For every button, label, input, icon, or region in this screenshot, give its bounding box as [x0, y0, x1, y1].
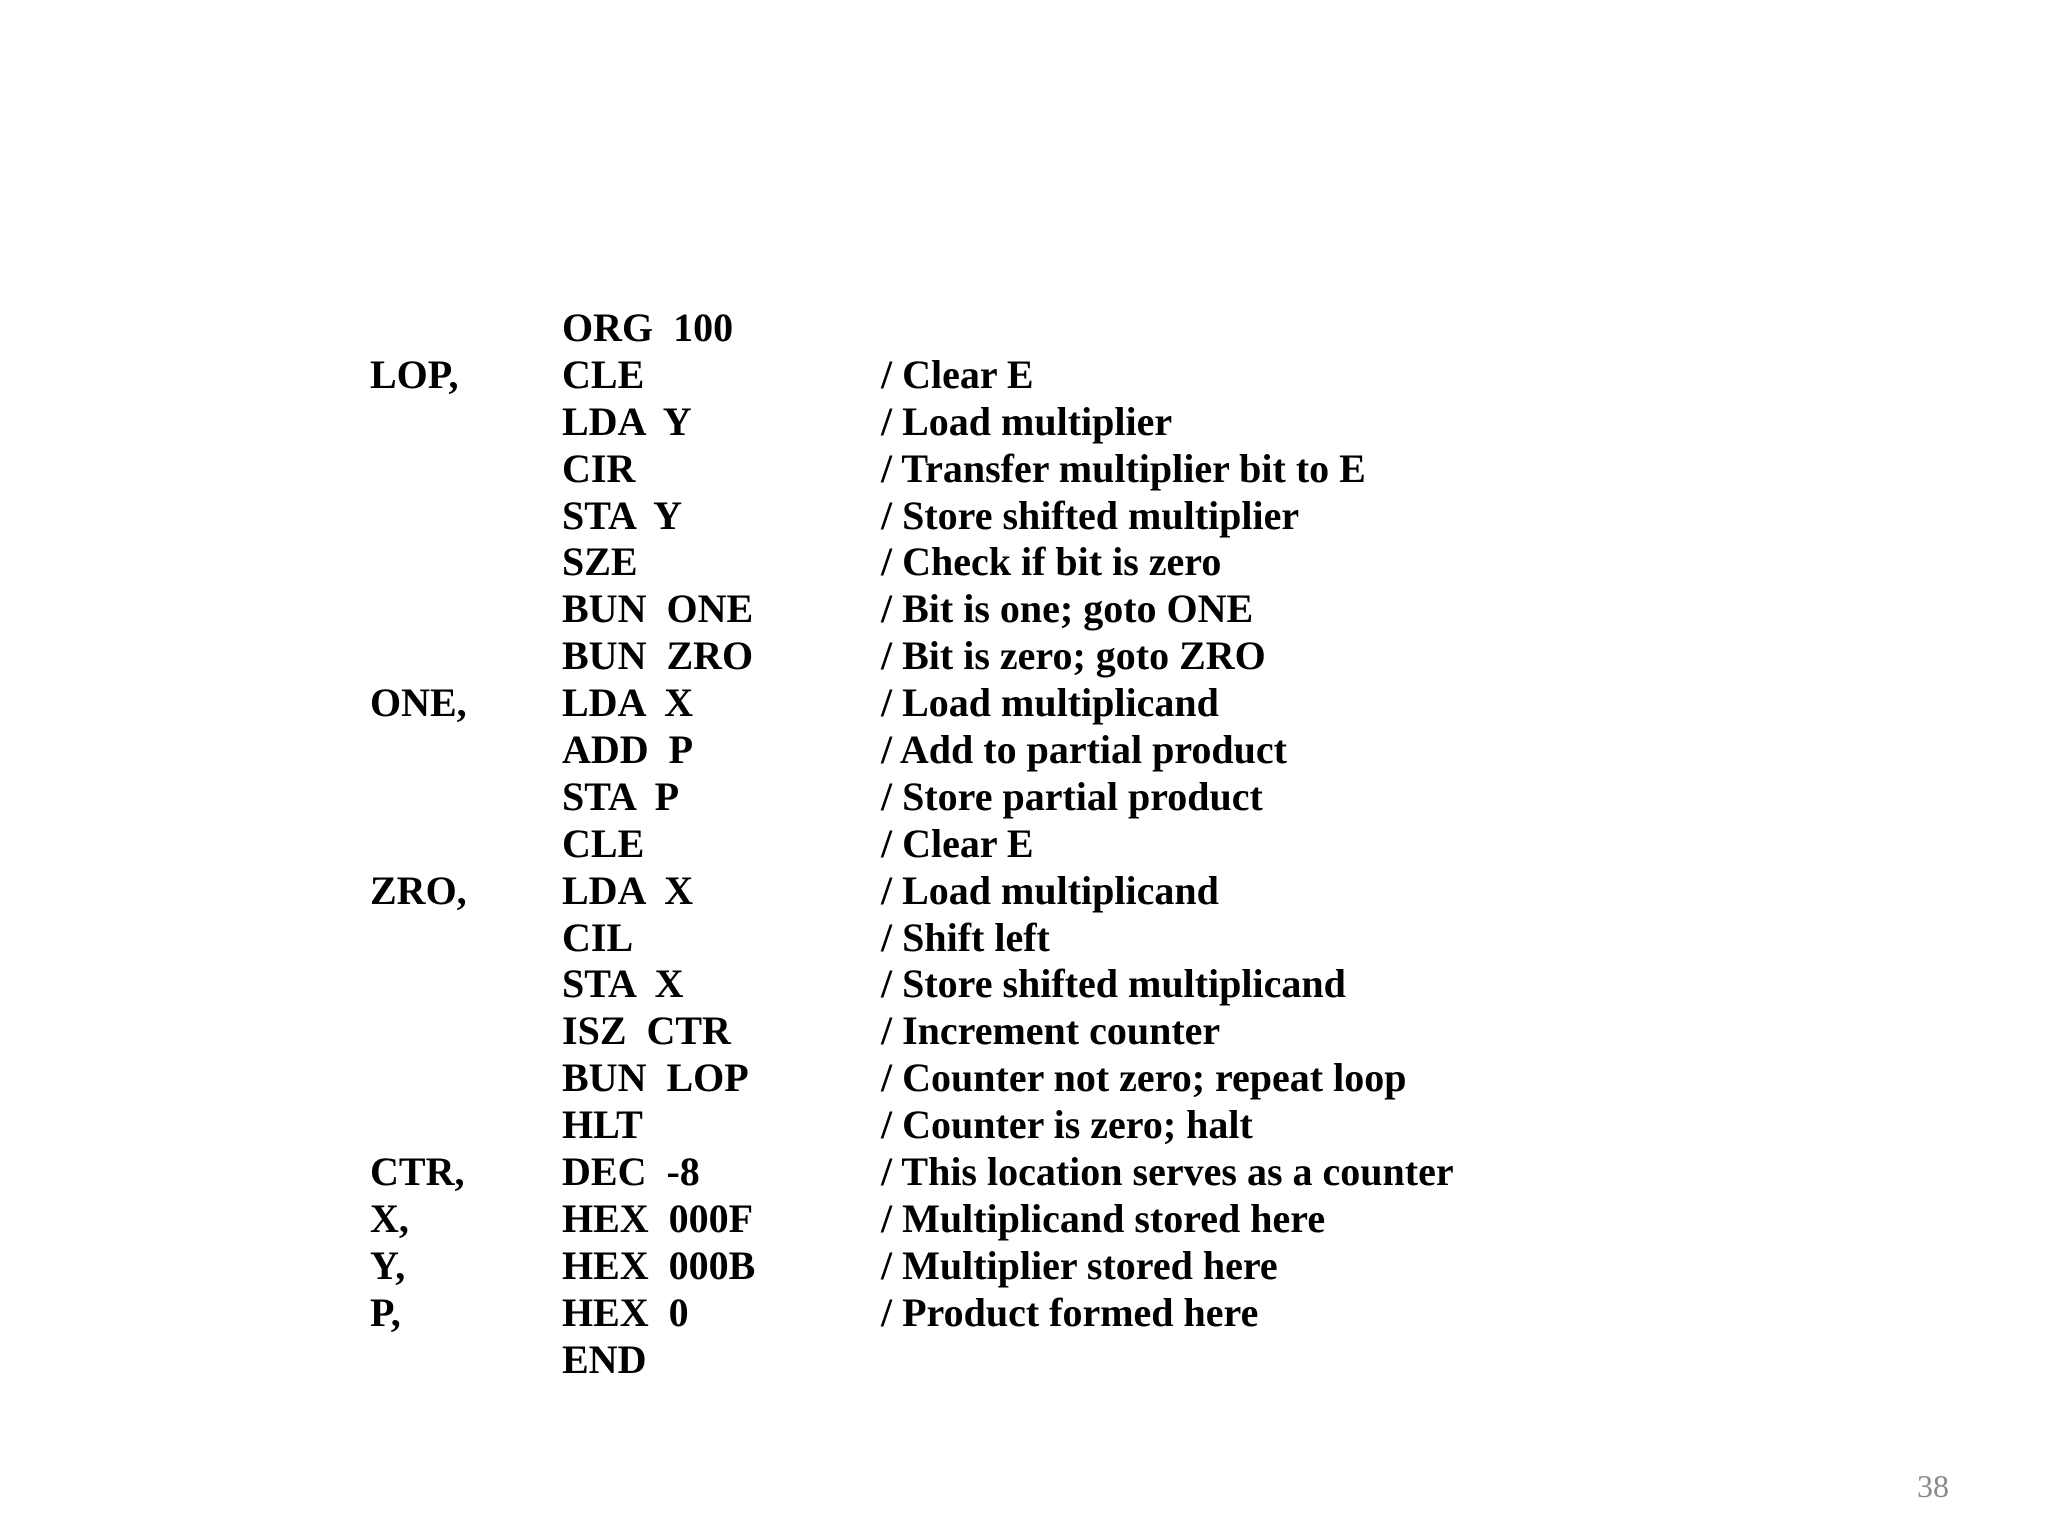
line-instruction: HEX 0	[562, 1289, 689, 1335]
line-label	[370, 821, 562, 868]
code-line	[370, 1196, 1770, 1243]
line-label	[370, 1337, 562, 1384]
line-comment: / Increment counter	[881, 1008, 1221, 1054]
line-comment: / Counter is zero; halt	[881, 1102, 1253, 1148]
code-line	[370, 305, 1770, 352]
line-comment: / Load multiplier	[881, 398, 1173, 444]
code-line	[370, 727, 1770, 774]
line-comment: / Clear E	[881, 820, 1034, 866]
code-line	[370, 915, 1770, 962]
line-label	[370, 1055, 562, 1102]
line-comment	[881, 305, 1770, 352]
code-line	[370, 446, 1770, 493]
line-comment: / Check if bit is zero	[881, 539, 1222, 585]
line-instruction: ORG 100	[562, 305, 734, 350]
code-line	[370, 1102, 1770, 1149]
line-comment: / Load multiplicand	[881, 867, 1219, 913]
line-comment	[881, 1337, 1770, 1384]
line-label	[370, 1008, 562, 1055]
line-label: Y,	[370, 1242, 406, 1288]
line-instruction: CLE	[562, 820, 645, 866]
line-instruction: ADD P	[562, 727, 694, 773]
code-line	[370, 539, 1770, 586]
line-comment: / Add to partial product	[881, 727, 1287, 773]
line-comment: / Bit is one; goto ONE	[881, 586, 1254, 632]
code-line	[370, 961, 1770, 1008]
line-instruction: HEX 000B	[562, 1242, 756, 1288]
line-comment: / Clear E	[881, 351, 1034, 397]
line-comment: / This location serves as a counter	[881, 1149, 1454, 1195]
line-label: ONE,	[370, 680, 467, 726]
line-comment: / Store partial product	[881, 773, 1263, 819]
line-comment: / Store shifted multiplier	[881, 492, 1300, 538]
line-instruction: HEX 000F	[562, 1195, 754, 1241]
code-line	[370, 774, 1770, 821]
line-label	[370, 633, 562, 680]
line-comment: / Transfer multiplier bit to E	[881, 445, 1366, 491]
line-label	[370, 915, 562, 962]
code-line	[370, 821, 1770, 868]
line-label	[370, 727, 562, 774]
line-label	[370, 539, 562, 586]
line-label: LOP,	[370, 351, 459, 397]
assembly-program-listing	[370, 305, 1770, 1383]
line-label	[370, 399, 562, 446]
line-comment: / Store shifted multiplicand	[881, 961, 1346, 1007]
line-label	[370, 961, 562, 1008]
line-label	[370, 774, 562, 821]
line-instruction: STA Y	[562, 492, 683, 538]
code-line	[370, 1055, 1770, 1102]
line-instruction: SZE	[562, 539, 638, 585]
line-instruction: CIR	[562, 445, 636, 491]
code-line	[370, 493, 1770, 540]
line-instruction: LDA Y	[562, 398, 692, 444]
line-label: ZRO,	[370, 867, 467, 913]
line-comment: / Load multiplicand	[881, 680, 1219, 726]
line-instruction: ISZ CTR	[562, 1008, 731, 1054]
line-instruction: CLE	[562, 351, 645, 397]
line-comment: / Counter not zero; repeat loop	[881, 1055, 1407, 1101]
line-comment: / Product formed here	[881, 1289, 1259, 1335]
line-instruction: BUN ZRO	[562, 633, 754, 679]
page-number: 38	[1917, 1468, 1949, 1504]
code-line	[370, 1243, 1770, 1290]
line-instruction: DEC -8	[562, 1149, 700, 1195]
line-label: P,	[370, 1289, 401, 1335]
code-line	[370, 399, 1770, 446]
code-line	[370, 1008, 1770, 1055]
code-line	[370, 1149, 1770, 1196]
line-label	[370, 493, 562, 540]
line-label	[370, 305, 562, 352]
line-label: CTR,	[370, 1149, 465, 1195]
line-instruction: BUN LOP	[562, 1055, 749, 1101]
line-comment: / Multiplicand stored here	[881, 1195, 1326, 1241]
line-instruction: CIL	[562, 914, 634, 960]
line-instruction: BUN ONE	[562, 586, 754, 632]
line-label	[370, 1102, 562, 1149]
code-line	[370, 352, 1770, 399]
line-label	[370, 446, 562, 493]
code-line	[370, 868, 1770, 915]
code-line	[370, 586, 1770, 633]
line-instruction: STA X	[562, 961, 684, 1007]
code-line	[370, 1337, 1770, 1384]
line-label: X,	[370, 1195, 409, 1241]
line-instruction: HLT	[562, 1102, 643, 1148]
line-comment: / Bit is zero; goto ZRO	[881, 633, 1266, 679]
line-instruction: LDA X	[562, 867, 694, 913]
line-comment: / Shift left	[881, 914, 1050, 960]
line-label	[370, 586, 562, 633]
line-comment: / Multiplier stored here	[881, 1242, 1278, 1288]
code-line	[370, 680, 1770, 727]
line-instruction: LDA X	[562, 680, 694, 726]
line-instruction: END	[562, 1336, 647, 1382]
code-line	[370, 633, 1770, 680]
code-line	[370, 1290, 1770, 1337]
line-instruction: STA P	[562, 773, 680, 819]
